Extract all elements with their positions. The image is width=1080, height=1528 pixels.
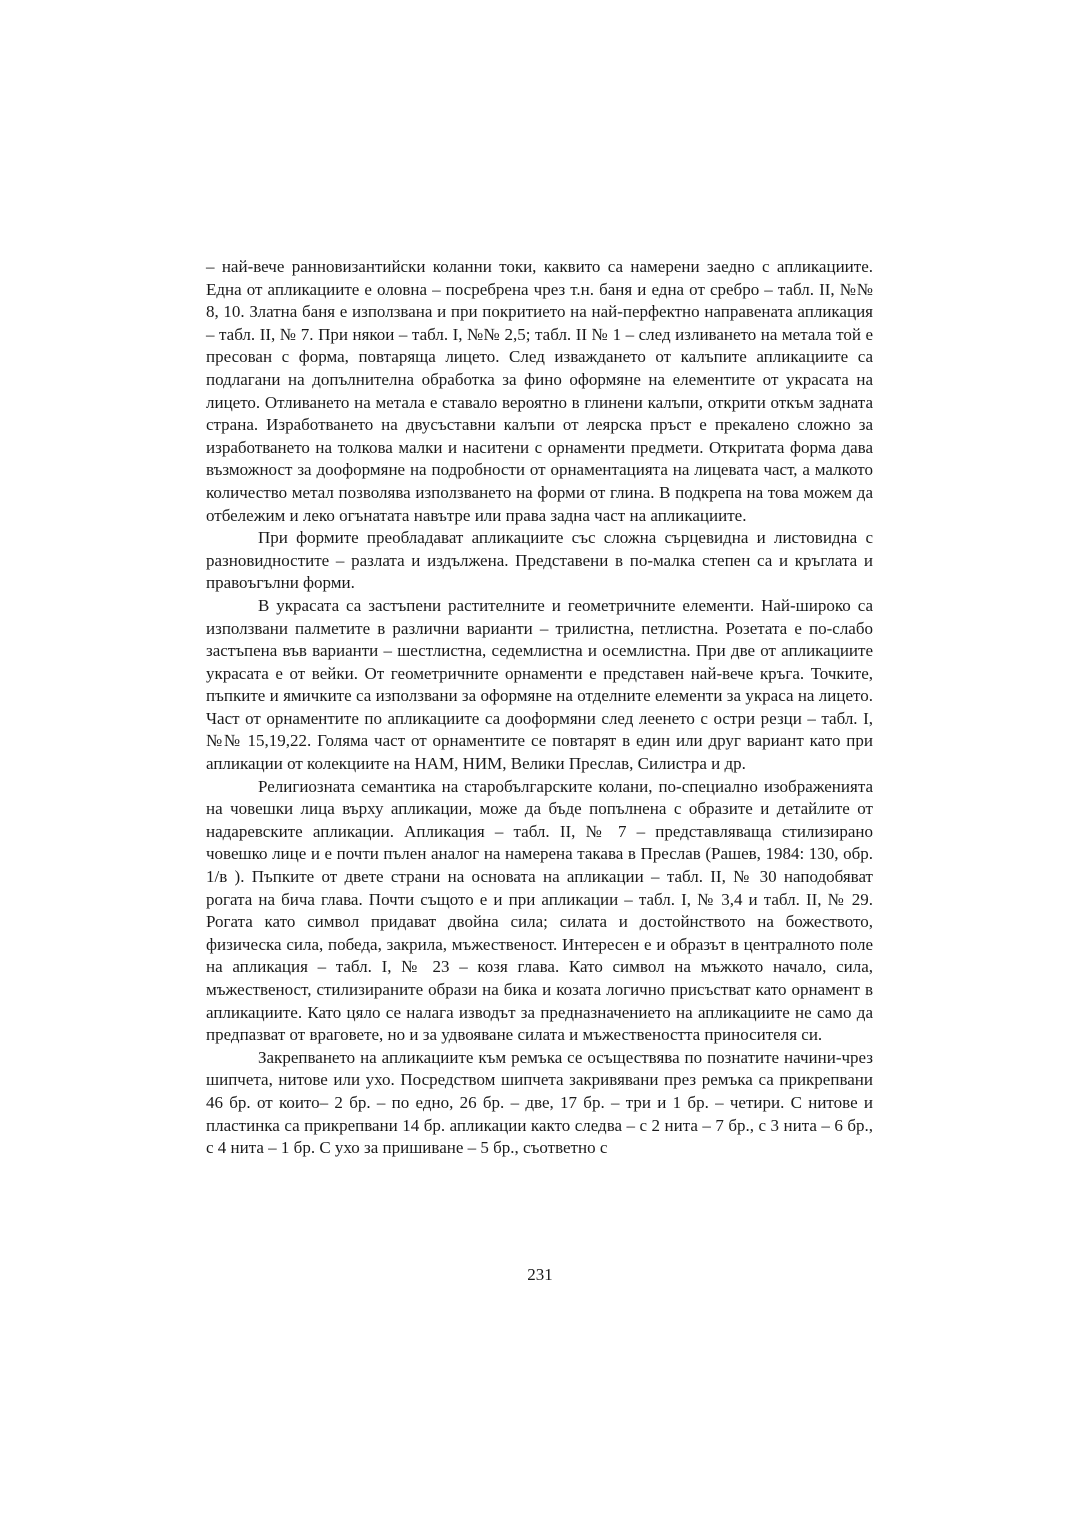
paragraph-4: Религиозната семантика на старобългарските колани, по-специално изображенията на човешки лица върху апликации, може да бъде попълнена с образите и детайлите от надаревските апликации. Апликация – табл. II, № 7 – представляваща стилизирано човешко лице и е почти пълен аналог на намерена такава в Преслав (Рашев, 1984: 130, обр. 1/в ). Пъпките от двете страни на основата на апликации – табл. II, № 30 наподобяват рогата на бича глава. Почти същото е и при апликации – табл. I, № 3,4 и табл. II, № 29. Рогата като символ придават двойна сила; силата и достойнството на божеството, физическа сила, победа, закрила, мъжественост. Интересен е и образът в централното поле на апликация – табл. I, № 23 – козя глава. Като символ на мъжкото начало, сила, мъжественост, стилизираните образи на бика и козата логично присъстват като орнамент в апликациите. Като цяло се налага изводът за предназначението на апликациите не само да предпазват от враговете, но и за удвояване силата и мъжествеността приносителя си. [206,776,873,1045]
paragraph-2: При формите преобладават апликациите със сложна сърцевидна и листовидна с разновидностите – разлата и издължена. Представени в по-малка степен са и кръглата и правоъгълни форми. [206,528,873,593]
paragraph-5: Закрепването на апликациите към ремъка се осъществява по познатите начини-чрез шипчета, нитове или ухо. Посредством шипчета закривявани през ремъка са прикрепвани 46 бр. от които– 2 бр. – по едно, 26 бр. – две, 17 бр. – три и 1 бр. – четири. С нитове и пластинка са прикрепвани 14 бр. апликации както следва – с 2 нита – 7 бр., с 3 нита – 6 бр., с 4 нита – 1 бр. С ухо за пришиване – 5 бр., съответно с [206,1047,873,1158]
body-text [206,256,873,1160]
paragraph-1: – най-вече ранновизантийски коланни токи, каквито са намерени заедно с апликациите. Една от апликациите е оловна – посребрена чрез т.н. баня и една от сребро – табл. II, №№ 8, 10. Златна баня е използвана и при покритието на най-перфектно направената апликация – табл. II, № 7. При някои – табл. I, №№ 2,5; табл. II № 1 – след изливането на метала той е пресован с форма, повтаряща лицето. След изваждането от калъпите апликациите са подлагани на допълнителна обработка за фино оформяне на елементите от украсата на лицето. Отливането на метала е ставало вероятно в глинени калъпи, открити откъм задната страна. Изработването на двусъставни калъпи от леярска пръст е прекалено сложно за изработването на толкова малки и наситени с орнаменти предмети. Откритата форма дава възможност за дооформяне на подробности от орнаментацията на лицевата част, а малкото количество метал позволява използването на форми от глина. В подкрепа на това можем да отбележим и леко огънатата навътре или права задна част на апликациите. [206,257,873,525]
page-number: 231 [527,1265,553,1284]
paragraph-3: В украсата са застъпени растителните и геометричните елементи. Най-широко са използвани палметите в различни варианти – трилистна, петлистна. Розетата е по-слабо застъпена във варианти – шестлистна, седемлистна и осемлистна. При две от апликациите украсата е от вейки. От геометричните орнаменти е представен най-вече кръга. Точките, пъпките и ямичките са използвани за оформяне на отделните елементи за украса на лицето. Част от орнаментите по апликациите са дооформяни след леенето с остри резци – табл. I, №№ 15,19,22. Голяма част от орнаментите се повтарят в един или друг вариант като при апликации от колекциите на НАМ, НИМ, Велики Преслав, Силистра и др. [206,595,873,774]
